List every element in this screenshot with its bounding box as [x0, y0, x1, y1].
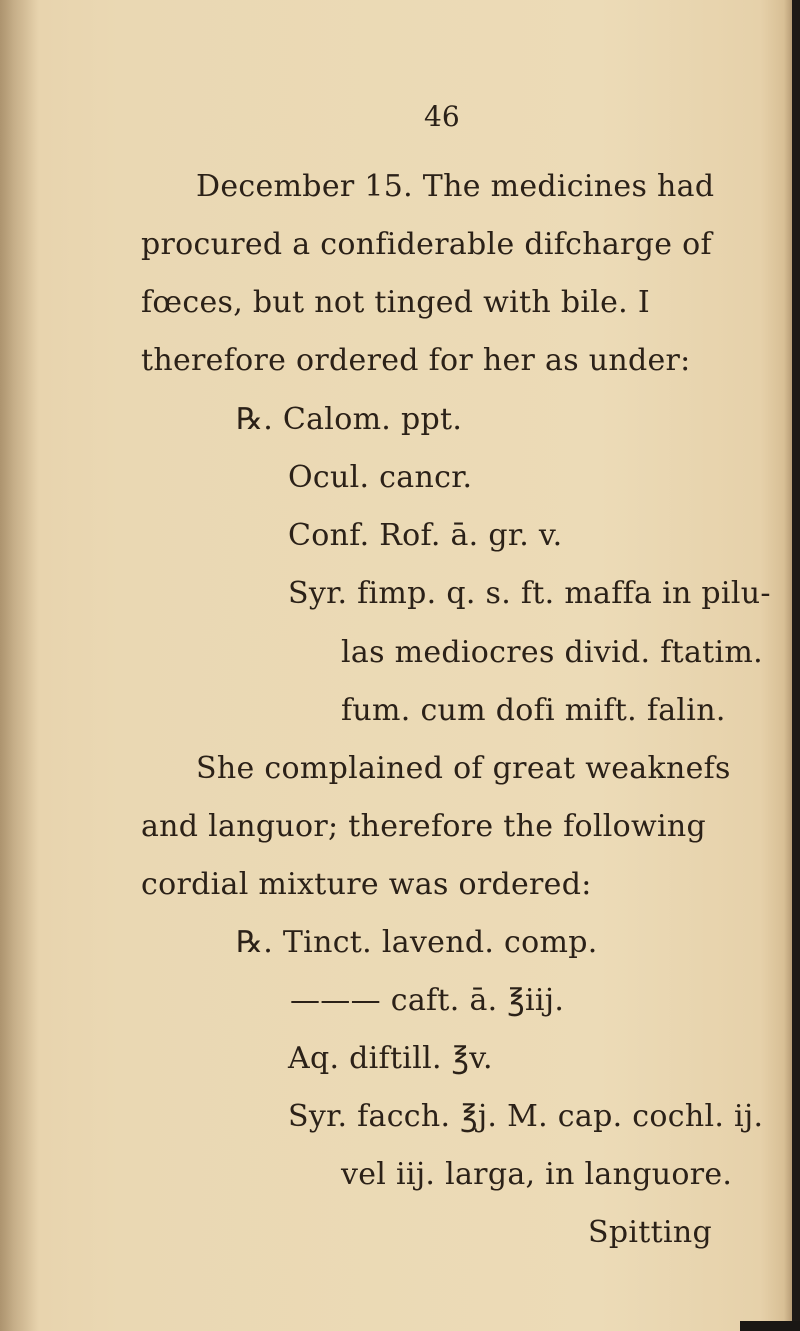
prescription-line: ℞. Calom. ppt.	[236, 402, 463, 437]
text-line: December 15. The medicines had	[196, 169, 715, 204]
prescription-line: vel iij. larga, in languore.	[341, 1157, 733, 1192]
spine-shadow	[0, 0, 38, 1331]
prescription-line: Ocul. cancr.	[288, 460, 473, 495]
page-edge	[792, 0, 800, 1331]
corner-shadow	[740, 1321, 800, 1331]
prescription-line: fum. cum dofi mift. falin.	[341, 693, 726, 728]
text-line: procured a confiderable difcharge of	[141, 227, 712, 262]
catchword: Spitting	[588, 1215, 712, 1250]
text-line: cordial mixture was ordered:	[141, 867, 592, 902]
prescription-line: las mediocres divid. ftatim.	[341, 635, 763, 670]
prescription-line: ——— caft. ā. ℥iij.	[290, 983, 565, 1018]
prescription-line: Conf. Rof. ā. gr. v.	[288, 518, 563, 553]
prescription-line: ℞. Tinct. lavend. comp.	[236, 925, 598, 960]
text-line: fœces, but not tinged with bile. I	[141, 285, 651, 320]
text-line: She complained of great weaknefs	[196, 751, 731, 786]
prescription-line: Syr. facch. ℥j. M. cap. cochl. ij.	[288, 1099, 764, 1134]
prescription-line: Aq. diftill. ℥v.	[288, 1041, 493, 1076]
text-line: therefore ordered for her as under:	[141, 343, 691, 378]
page-number: 46	[424, 100, 460, 133]
prescription-line: Syr. fimp. q. s. ft. maffa in pilu-	[288, 576, 771, 611]
text-line: and languor; therefore the following	[141, 809, 707, 844]
